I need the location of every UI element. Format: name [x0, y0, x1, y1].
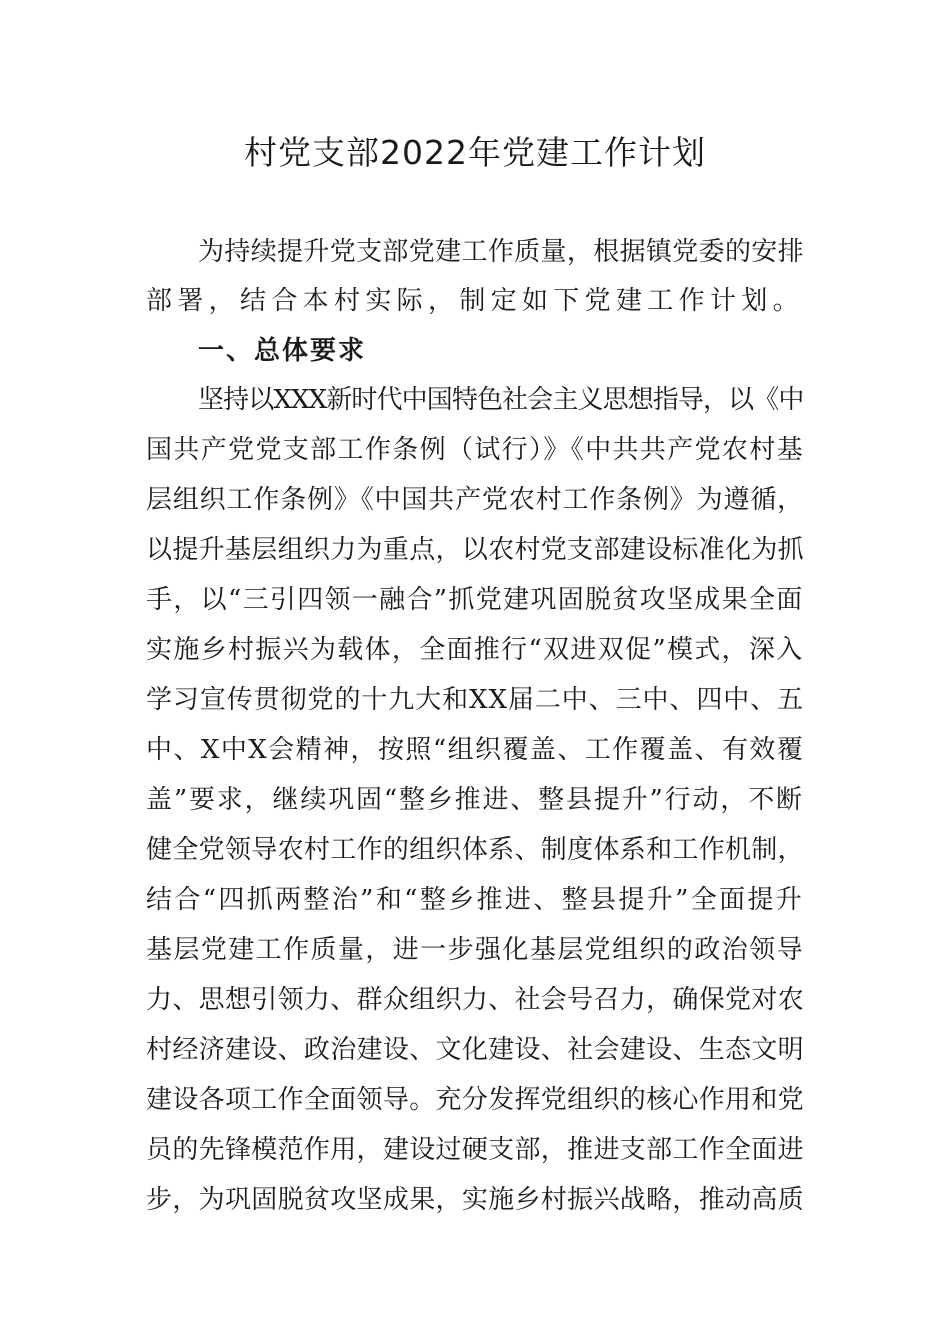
- paragraph-line: 学习宣传贯彻党的十九大和XX届二中、三中、四中、五: [146, 685, 805, 715]
- paragraph-line: 实施乡村振兴为载体，全面推行“双进双促”模式，深入: [146, 635, 804, 665]
- paragraph-line: 手，以“三引四领一融合”抓党建巩固脱贫攻坚成果全面: [146, 585, 804, 615]
- paragraph-line: 步，为巩固脱贫攻坚成果，实施乡村振兴战略，推动高质: [146, 1185, 805, 1215]
- section-heading: 一、总体要求: [198, 336, 367, 366]
- paragraph-line: 坚持以XXX新时代中国特色社会主义思想指导，以《中: [198, 385, 804, 415]
- paragraph-line: 层组织工作条例》《中国共产党农村工作条例》为遵循，: [146, 485, 805, 515]
- paragraph-line: 盖”要求，继续巩固“整乡推进、整县提升”行动，不断: [146, 785, 804, 815]
- paragraph-line: 基层党建工作质量，进一步强化基层党组织的政治领导: [146, 935, 805, 965]
- paragraph-line: 力、思想引领力、群众组织力、社会号召力，确保党对农: [146, 985, 805, 1015]
- paragraph-line: 健全党领导农村工作的组织体系、制度体系和工作机制，: [146, 835, 805, 865]
- document-title: 村党支部2022年党建工作计划: [244, 133, 706, 172]
- paragraph-line: 部署，结合本村实际，制定如下党建工作计划。: [146, 286, 805, 316]
- paragraph-line: 中、X中X会精神，按照“组织覆盖、工作覆盖、有效覆: [146, 735, 805, 765]
- paragraph-line: 以提升基层组织力为重点，以农村党支部建设标准化为抓: [146, 535, 805, 565]
- paragraph-line: 结合“四抓两整治”和“整乡推进、整县提升”全面提升: [146, 885, 805, 915]
- paragraph-line: 为持续提升党支部党建工作质量，根据镇党委的安排: [198, 237, 805, 267]
- paragraph-line: 村经济建设、政治建设、文化建设、社会建设、生态文明: [146, 1035, 805, 1065]
- paragraph-line: 国共产党党支部工作条例（试行）》《中共共产党农村基: [146, 435, 805, 465]
- paragraph-line: 建设各项工作全面领导。充分发挥党组织的核心作用和党: [146, 1085, 805, 1115]
- paragraph-line: 员的先锋模范作用，建设过硬支部，推进支部工作全面进: [146, 1135, 805, 1165]
